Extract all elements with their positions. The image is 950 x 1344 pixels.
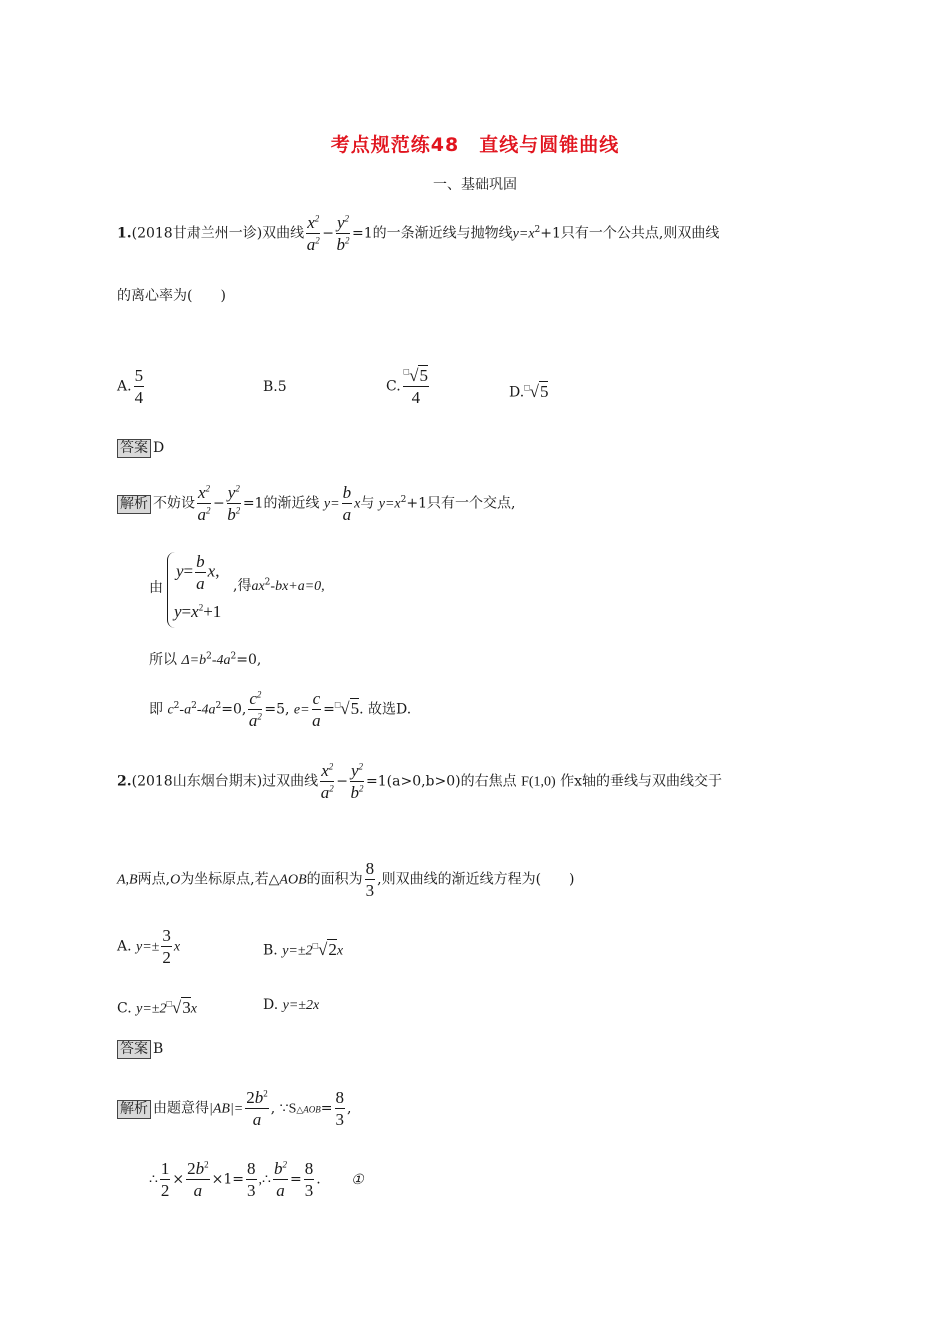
equation-marker: ① (351, 1171, 364, 1188)
question-2-stem-line2: A,B两点,O为坐标原点,若△AOB的面积为 $\frac{8}{3}$ ,则双曲线的渐近线方程为( ) (117, 859, 575, 900)
option-b[interactable]: B. y=±2□√2x (263, 939, 344, 959)
option-d[interactable]: D. y=±2x (263, 997, 320, 1013)
option-a[interactable]: A. y=± $\frac{3}{2}$ x (117, 926, 181, 967)
option-c[interactable]: C. $\frac{^□√5}{4}$ (386, 366, 428, 407)
analysis-2-line2: ∴ $\frac{1}{2}$ × $\frac{2b^2}{a}$ ×1= $\frac{8}{3}$ ,∴ $\frac{b^2}{a}$ = $\frac{8}{3}$ . ① (149, 1159, 364, 1200)
analysis-tag: 解析 (117, 495, 151, 514)
answer-1: 答案 D (117, 438, 164, 458)
analysis-1-line3: 所以 $\Delta=b^2-4a^2=0$, (149, 651, 262, 668)
option-d[interactable]: D.□√5 (509, 381, 549, 401)
question-number: 2. (117, 773, 132, 790)
section-heading: 一、基础巩固 (433, 177, 517, 193)
question-1-stem-line2: 的离心率为( ) (117, 288, 226, 304)
system-eq-2: $y=x^2+1$ (174, 602, 222, 621)
analysis-1-line1: 解析 不妨设 $\frac{x^2}{a^2}$ − $\frac{y^2}{b^2}$ =1的渐近线 y= $\frac{b}{a}$ x与 $y=x^2+1$只有一个交点, (117, 484, 515, 523)
system-eq-1: y= $\frac{b}{a}$ x, (176, 552, 220, 593)
analysis-2-line1: 解析 由题意得|AB|= $\frac{2b^2}{a}$ , ∵S△AOB= $\frac{8}{3}$ , (117, 1089, 351, 1128)
question-number: 1. (117, 225, 132, 242)
answer-tag: 答案 (117, 439, 151, 458)
page-title: 考点规范练48 直线与圆锥曲线 (330, 134, 620, 156)
system-result: ,得$ax^2-bx+a=0$, (233, 577, 325, 594)
question-2-stem: 2.(2018山东烟台期末)过双曲线 $\frac{x^2}{a^2}$ − $\frac{y^2}{b^2}$ =1(a>0,b>0)的右焦点 F(1,0) 作x轴的垂线与双曲线交于 (117, 761, 723, 802)
option-b[interactable]: B.5 (263, 379, 287, 395)
analysis-1-line4: 即 $c^2-a^2-4a^2=0$, $\frac{c^2}{a^2}$ =5, e= $\frac{c}{a}$ =□√5. 故选D. (149, 689, 412, 730)
answer-2: 答案 B (117, 1039, 163, 1059)
option-a[interactable]: A. $\frac{5}{4}$ (117, 366, 144, 407)
system-lead: 由 (149, 580, 163, 596)
answer-tag: 答案 (117, 1040, 151, 1059)
question-1-stem: 1.(2018甘肃兰州一诊)双曲线 $\frac{x^2}{a^2}$ − $\frac{y^2}{b^2}$ =1的一条渐近线与抛物线$y=x^2+1$只有一个公共点,则双曲线 (117, 213, 720, 254)
option-c[interactable]: C. y=±2□√3x (117, 997, 197, 1017)
analysis-tag: 解析 (117, 1100, 151, 1119)
